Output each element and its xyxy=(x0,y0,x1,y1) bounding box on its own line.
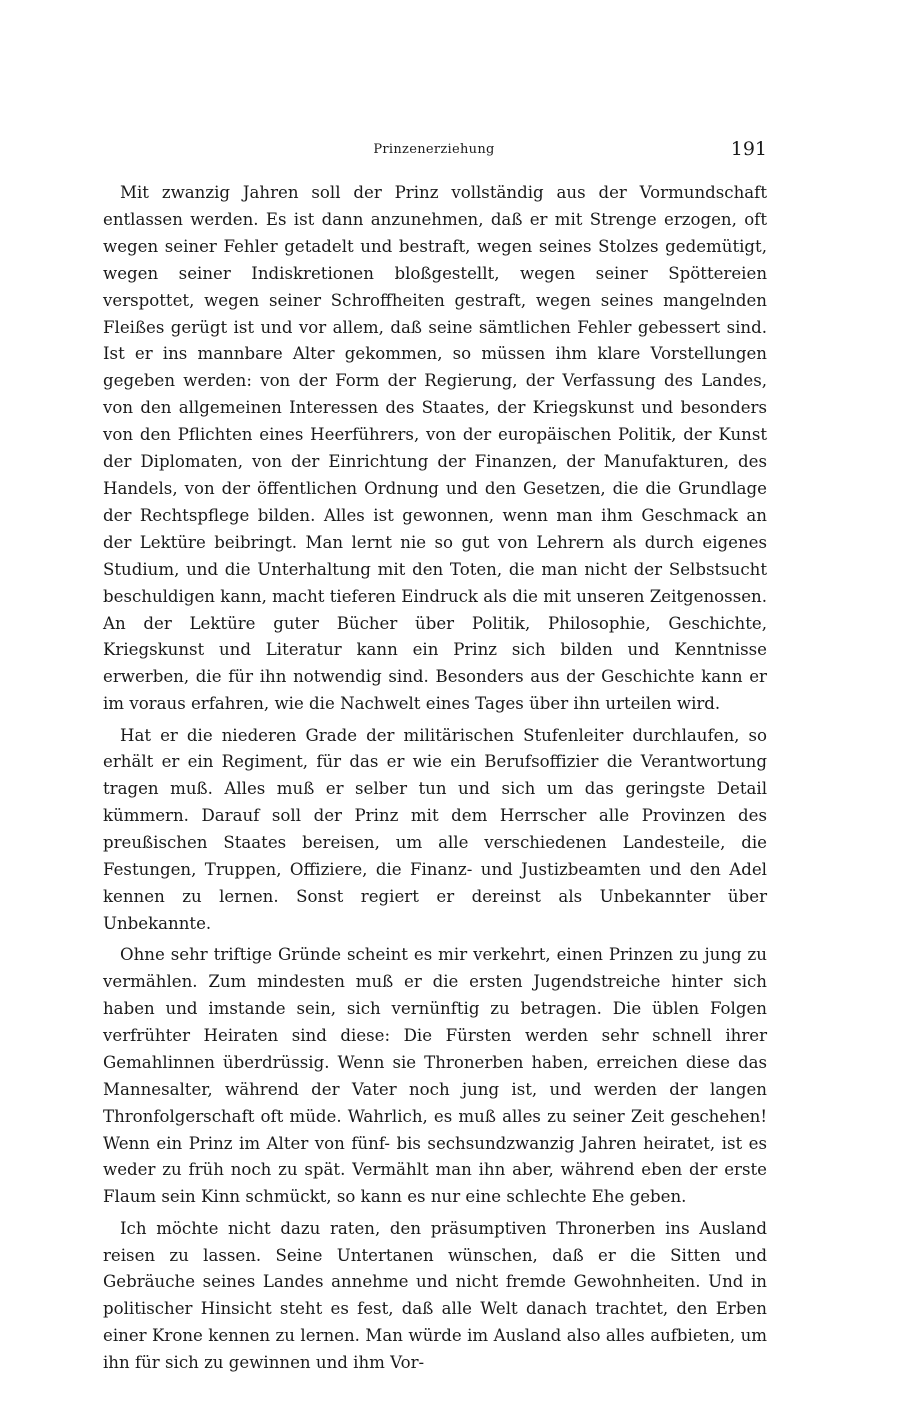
running-title: Prinzenerziehung xyxy=(373,142,495,157)
body-text xyxy=(103,180,767,1381)
paragraph: Mit zwanzig Jahren soll der Prinz vollständig aus der Vormundschaft entlassen werden. Es ist dann anzunehmen, daß er mit Strenge erzogen, oft wegen seiner Fehler getadelt und bestraft, wegen seines Stolzes gedemütigt, wegen seiner Indiskretionen bloßgestellt, wegen seiner Spöttereien verspottet, wegen seiner Schroffheiten gestraft, wegen seines mangelnden Fleißes gerügt ist und vor allem, daß seine sämtlichen Fehler gebessert sind. Ist er ins mannbare Alter gekommen, so müssen ihm klare Vorstellungen gegeben werden: von der Form der Regierung, der Verfassung des Landes, von den allgemeinen Interessen des Staates, der Kriegskunst und besonders von den Pflichten eines Heerführers, von der europäischen Politik, der Kunst der Diplomaten, von der Einrichtung der Finanzen, der Manufakturen, des Handels, von der öffentlichen Ordnung und den Gesetzen, die die Grundlage der Rechtspflege bilden. Alles ist gewonnen, wenn man ihm Geschmack an der Lektüre beibringt. Man lernt nie so gut von Lehrern als durch eigenes Studium, und die Unterhaltung mit den Toten, die man nicht der Selbstsucht beschuldigen kann, macht tieferen Eindruck als die mit unseren Zeitgenossen. An der Lektüre guter Bücher über Politik, Philosophie, Geschichte, Kriegskunst und Literatur kann ein Prinz sich bilden und Kenntnisse erwerben, die für ihn notwendig sind. Besonders aus der Geschichte kann er im voraus erfahren, wie die Nachwelt eines Tages über ihn urteilen wird. xyxy=(103,183,767,714)
paragraph: Hat er die niederen Grade der militärischen Stufenleiter durchlaufen, so erhält er ein Regiment, für das er wie ein Berufsoffizier die Verantwortung tragen muß. Alles muß er selber tun und sich um das geringste Detail kümmern. Darauf soll der Prinz mit dem Herrscher alle Provinzen des preußischen Staates bereisen, um alle verschiedenen Landesteile, die Festungen, Truppen, Offiziere, die Finanz- und Justizbeamten und den Adel kennen zu lernen. Sonst regiert er dereinst als Unbekannter über Unbekannte. xyxy=(103,725,767,933)
paragraph: Ich möchte nicht dazu raten, den präsumptiven Thronerben ins Ausland reisen zu lassen. Seine Untertanen wünschen, daß er die Sitten und Gebräuche seines Landes annehme und nicht fremde Gewohnheiten. Und in politischer Hinsicht steht es fest, daß alle Welt danach trachtet, den Erben einer Krone kennen zu lernen. Man würde im Ausland also alles aufbieten, um ihn für sich zu gewinnen und ihm Vor- xyxy=(103,1218,767,1373)
page-number: 191 xyxy=(730,138,767,160)
running-head xyxy=(0,138,900,162)
paragraph: Ohne sehr triftige Gründe scheint es mir verkehrt, einen Prinzen zu jung zu vermählen. Zum mindesten muß er die ersten Jugendstreiche hinter sich haben und imstande sein, sich vernünftig zu betragen. Die üblen Folgen verfrühter Heiraten sind diese: Die Fürsten werden sehr schnell ihrer Gemahlinnen überdrüssig. Wenn sie Thronerben haben, erreichen diese das Mannesalter, während der Vater noch jung ist, und werden der langen Thronfolgerschaft oft müde. Wahrlich, es muß alles zu seiner Zeit geschehen! Wenn ein Prinz im Alter von fünf- bis sechsundzwanzig Jahren heiratet, ist es weder zu früh noch zu spät. Vermählt man ihn aber, während eben der erste Flaum sein Kinn schmückt, so kann es nur eine schlechte Ehe geben. xyxy=(103,945,767,1207)
